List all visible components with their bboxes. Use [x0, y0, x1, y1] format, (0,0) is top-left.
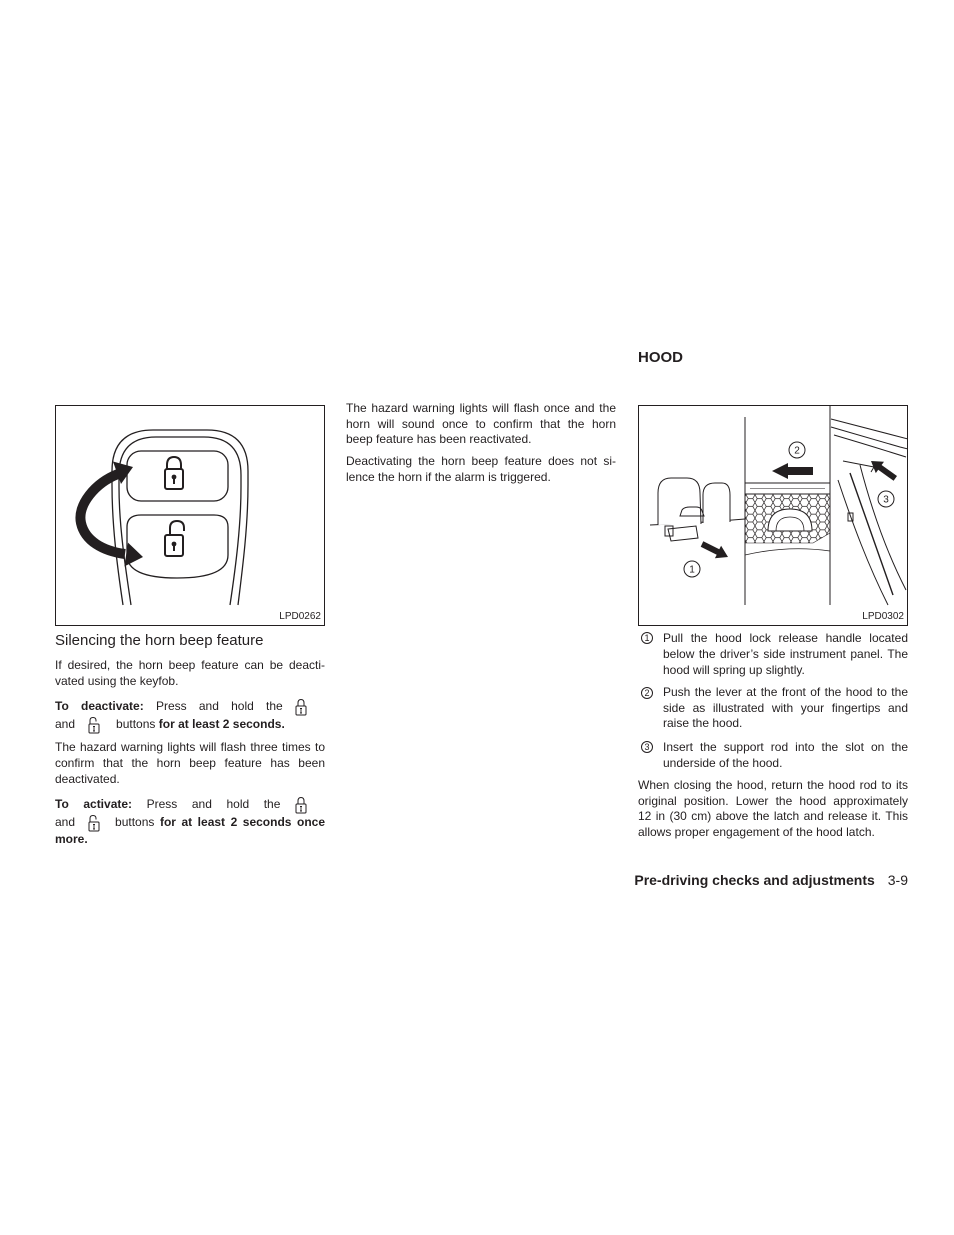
text-line: vated using the keyfob.	[55, 674, 179, 688]
closing-paragraph	[638, 778, 908, 840]
lock-icon	[295, 698, 307, 716]
instruction-text: Press and hold the	[146, 797, 281, 811]
activate-label: To activate:	[55, 797, 133, 811]
step-3	[663, 739, 908, 771]
text-line	[55, 831, 325, 847]
intro-paragraph	[55, 657, 325, 689]
step-number: 2	[641, 687, 653, 699]
page-footer	[560, 871, 908, 889]
step-number: 3	[641, 741, 653, 753]
page-number: 3-9	[887, 872, 908, 888]
text-line: Deactivating the horn beep feature does not si-	[346, 454, 616, 468]
text-line: underside of the hood.	[663, 756, 783, 770]
and-text: and	[55, 815, 76, 829]
step-2	[663, 685, 908, 732]
unlock-button	[127, 515, 228, 578]
figure-code: LPD0302	[862, 611, 904, 622]
kick-panel-left	[658, 478, 701, 525]
activate-instruction	[55, 795, 325, 847]
keyfob-illustration	[55, 405, 325, 626]
step-number: 1	[641, 632, 653, 644]
reactivated-note	[346, 401, 616, 448]
text-line: raise the hood.	[663, 716, 743, 731]
text-line: beep feature has been reactivated.	[346, 432, 532, 447]
duration-emphasis: more.	[55, 832, 88, 846]
and-text: and	[55, 717, 76, 731]
kick-panel-right	[703, 483, 730, 523]
keyfob-figure	[55, 405, 325, 626]
fender-edge	[860, 465, 906, 590]
hood-latch	[843, 461, 874, 472]
instruction-text: Press and hold the	[155, 699, 283, 713]
text-line	[55, 813, 325, 831]
section-title: Pre-driving checks and adjustments	[634, 872, 875, 888]
figure-code: LPD0262	[279, 611, 321, 622]
buttons-text: buttons	[115, 815, 155, 829]
step-1	[663, 630, 908, 678]
arrow-1	[701, 541, 728, 558]
text-line: lence the horn if the alarm is triggered.	[346, 470, 551, 484]
unlock-icon	[88, 814, 100, 832]
text-line: horn will sound once to confirm that the horn	[346, 416, 616, 431]
text-line: side as illustrated with your fingertips and	[663, 700, 908, 715]
text-line: When closing the hood, return the hood rod to its	[638, 778, 908, 792]
callout-3: 3	[883, 494, 889, 506]
callout-1: 1	[689, 564, 695, 576]
arrow-3	[871, 461, 897, 481]
text-line: deactivated.	[55, 772, 120, 786]
hood-heading: HOOD	[638, 349, 683, 366]
text-line	[55, 795, 307, 813]
text-line: confirm that the horn beep feature has been	[55, 756, 325, 770]
lock-icon	[295, 796, 307, 814]
text-line: original position. Lower the hood approximately	[638, 793, 908, 808]
text-line: allows proper engagement of the hood latch.	[638, 824, 875, 839]
text-line: 12 in (30 cm) above the latch and release it. This	[638, 809, 908, 824]
text-line: The hazard warning lights will flash three times to	[55, 740, 325, 754]
hood-figure	[638, 405, 908, 626]
deactivate-label: To deactivate:	[55, 699, 144, 713]
buttons-text: buttons	[116, 717, 156, 731]
text-line: hood will spring up slightly.	[663, 663, 805, 677]
deactivate-instruction	[55, 697, 325, 733]
text-line: Insert the support rod into the slot on the	[663, 740, 908, 754]
unlock-icon	[88, 716, 100, 734]
text-line: If desired, the horn beep feature can be deacti-	[55, 658, 325, 672]
deactivated-note	[55, 739, 325, 787]
text-line: The hazard warning lights will flash once and the	[346, 401, 616, 415]
duration-emphasis: for at least 2 seconds once	[159, 815, 325, 829]
text-line: Push the lever at the front of the hood to the	[663, 685, 908, 699]
hood-top-edge	[831, 419, 908, 439]
alarm-note	[346, 453, 616, 485]
text-line	[55, 715, 325, 733]
section-heading: Silencing the horn beep feature	[55, 632, 264, 649]
text-line	[55, 697, 307, 715]
text-line: below the driver’s side instrument panel. The	[663, 647, 908, 661]
text-line: Pull the hood lock release handle located	[663, 631, 908, 645]
arrow-2	[772, 463, 813, 479]
duration-emphasis: for at least 2 seconds.	[158, 717, 285, 731]
hood-illustration	[638, 405, 908, 626]
callout-2: 2	[794, 445, 800, 457]
